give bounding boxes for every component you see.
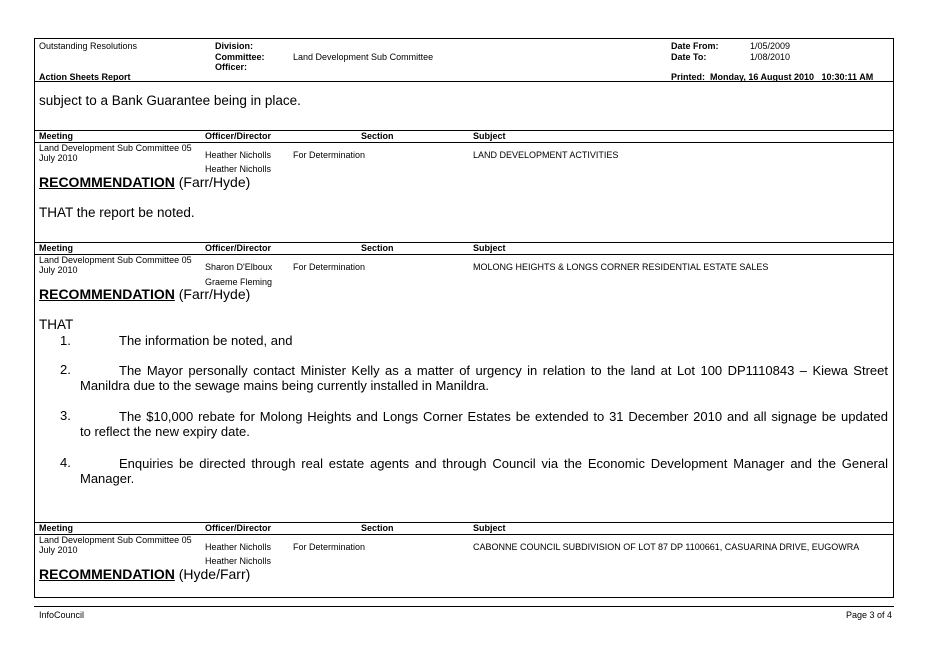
recommendation-movers: (Farr/Hyde) (174, 286, 251, 302)
director-name: Graeme Fleming (205, 277, 273, 287)
director-name: Heather Nicholls (205, 164, 272, 174)
col-officer: Officer/Director (205, 523, 272, 533)
point-number: 1. (60, 333, 71, 348)
officer-name: Heather Nicholls (205, 150, 272, 160)
point-text-continued: to reflect the new expiry date. (80, 424, 250, 439)
recommendation-movers: (Hyde/Farr) (174, 566, 251, 582)
meeting-date: July 2010 (39, 545, 78, 555)
committee-value: Land Development Sub Committee (293, 52, 434, 62)
date-to-value: 1/08/2010 (750, 52, 791, 62)
col-section: Section (361, 131, 394, 141)
recommendation-label: RECOMMENDATION (39, 174, 175, 190)
recommendation-movers: (Farr/Hyde) (174, 174, 251, 190)
resolution-text: THAT the report be noted. (39, 205, 195, 220)
subject-value: LAND DEVELOPMENT ACTIVITIES (473, 150, 619, 160)
point-text-continued: Manager. (80, 471, 135, 486)
col-subject: Subject (473, 131, 506, 141)
section-value: For Determination (293, 262, 366, 272)
meeting-name: Land Development Sub Committee 05 (39, 255, 192, 265)
divider (34, 242, 894, 243)
point-text: The information be noted, and (119, 333, 293, 348)
col-section: Section (361, 243, 394, 253)
committee-label: Committee: (215, 52, 265, 62)
divider (34, 130, 894, 131)
col-subject: Subject (473, 523, 506, 533)
subject-value: CABONNE COUNCIL SUBDIVISION OF LOT 87 DP 1100661, CASUARINA DRIVE, EUGOWRA (473, 542, 860, 552)
page-number: Page 3 of 4 (846, 610, 893, 620)
point-number: 4. (60, 455, 71, 470)
recommendation-label: RECOMMENDATION (39, 566, 175, 582)
meeting-name: Land Development Sub Committee 05 (39, 143, 192, 153)
col-meeting: Meeting (39, 131, 74, 141)
footer-app-name: InfoCouncil (39, 610, 85, 620)
point-number: 2. (60, 362, 71, 377)
officer-label: Officer: (215, 62, 248, 72)
recommendation-heading (39, 174, 250, 190)
date-to-label: Date To: (671, 52, 707, 62)
meeting-date: July 2010 (39, 265, 78, 275)
point-text-continued: Manildra due to the sewage mains being currently installed in Manildra. (80, 378, 489, 393)
meeting-date: July 2010 (39, 153, 78, 163)
col-meeting: Meeting (39, 243, 74, 253)
point-text: The Mayor personally contact Minister Kelly as a matter of urgency in relation to the land at Lot 100 DP1110843 – Kiewa Street (119, 363, 888, 378)
col-officer: Officer/Director (205, 131, 272, 141)
division-label: Division: (215, 41, 254, 51)
point-text: Enquiries be directed through real estate agents and through Council via the Economic Development Manager and the General (119, 456, 888, 471)
point-text: The $10,000 rebate for Molong Heights and Longs Corner Estates be extended to 31 December 2010 and all signage be updated (119, 409, 888, 424)
director-name: Heather Nicholls (205, 556, 272, 566)
subject-value: MOLONG HEIGHTS & LONGS CORNER RESIDENTIAL ESTATE SALES (473, 262, 769, 272)
printed-label: Printed: (671, 72, 706, 82)
section-value: For Determination (293, 542, 366, 552)
divider (34, 522, 894, 523)
date-from-value: 1/05/2009 (750, 41, 791, 51)
that-text: THAT (39, 317, 74, 332)
col-section: Section (361, 523, 394, 533)
recommendation-label: RECOMMENDATION (39, 286, 175, 302)
point-number: 3. (60, 408, 71, 423)
report-subtitle: Action Sheets Report (39, 72, 131, 82)
report-title: Outstanding Resolutions (39, 41, 138, 51)
printed-value: Monday, 16 August 2010 10:30:11 AM (710, 72, 874, 82)
officer-name: Sharon D'Elboux (205, 262, 273, 272)
section-value: For Determination (293, 150, 366, 160)
recommendation-heading (39, 566, 250, 582)
officer-name: Heather Nicholls (205, 542, 272, 552)
col-meeting: Meeting (39, 523, 74, 533)
continuation-text: subject to a Bank Guarantee being in place. (39, 93, 301, 108)
col-officer: Officer/Director (205, 243, 272, 253)
page-footer (34, 606, 894, 607)
recommendation-heading (39, 286, 250, 302)
date-from-label: Date From: (671, 41, 719, 51)
col-subject: Subject (473, 243, 506, 253)
meeting-name: Land Development Sub Committee 05 (39, 535, 192, 545)
